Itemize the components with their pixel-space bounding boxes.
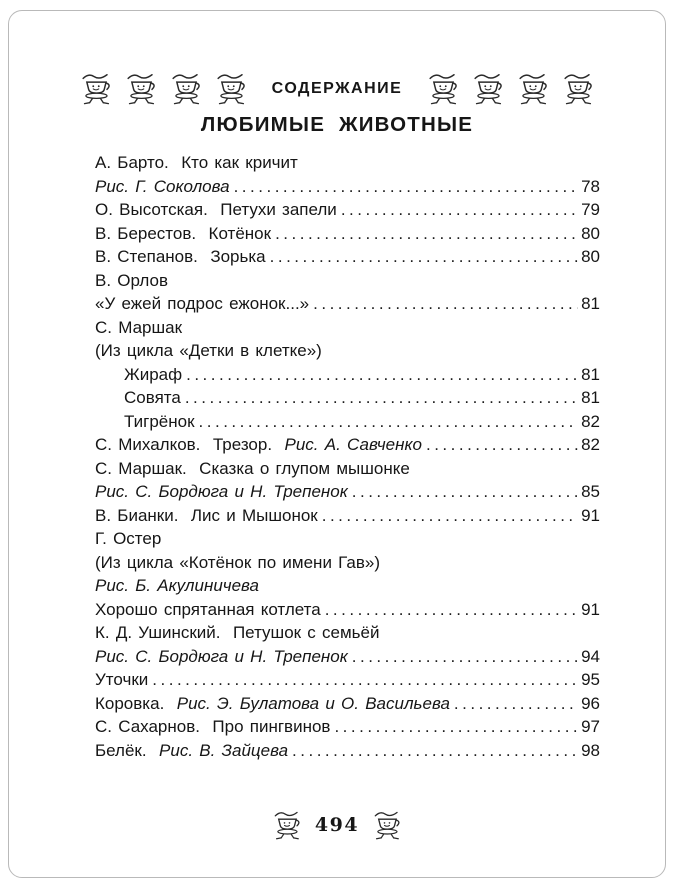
toc-entry-title: (Из цикла «Детки в клетке»): [95, 341, 322, 360]
toc-page-number: 79: [581, 200, 600, 219]
toc-entry-title: С. Маршак: [95, 317, 183, 337]
dot-leader: [292, 739, 578, 763]
teacup-icon: [471, 72, 505, 105]
toc-entry-text: [95, 339, 322, 363]
toc-entry: [95, 598, 600, 622]
toc-entry-title: Коровка.: [95, 693, 177, 713]
dot-leader: [234, 175, 579, 199]
toc-entry-title: С. Сахарнов. Про пингвинов: [95, 717, 331, 736]
toc-entry-title: В. Бианки. Лис и Мышонок: [95, 505, 318, 525]
toc-entry-text: [95, 715, 330, 739]
toc-entry-title: (Из цикла «Котёнок по имени Гав»): [95, 552, 381, 572]
toc-entry: [95, 457, 600, 481]
toc-entry-text: [124, 363, 182, 387]
teacup-icon: [372, 810, 402, 840]
toc-entry-title: А. Барто. Кто как кричит: [95, 153, 298, 172]
toc-entry: [95, 433, 600, 457]
toc-entry-text: [95, 198, 337, 222]
toc-entry-text: [95, 316, 182, 340]
dot-leader: [270, 245, 578, 269]
toc-entry-title: В. Берестов. Котёнок: [95, 223, 272, 243]
toc-page-number: 98: [581, 740, 600, 760]
toc-entry: [95, 269, 600, 293]
dot-leader: [185, 386, 578, 410]
teacup-icon: [426, 72, 460, 105]
toc-entry-title: С. Маршак. Сказка о глупом мышонке: [95, 458, 410, 478]
dot-leader: [199, 410, 579, 434]
toc-entry-text: [124, 410, 195, 434]
toc-entry-title: Тигрёнок: [124, 411, 195, 431]
header-icons-left: [79, 72, 248, 105]
toc-entry-title: В. Орлов: [95, 270, 168, 290]
toc-entry-text: [95, 269, 168, 293]
toc-entry-title: Белёк.: [95, 740, 160, 760]
teacup-icon: [272, 810, 302, 840]
toc-entry-title: В. Степанов. Зорька: [95, 247, 266, 266]
toc-entry: [95, 292, 600, 316]
toc-entry-text: [95, 480, 348, 504]
toc-page-number: 81: [581, 294, 600, 313]
toc-entry-title: «У ежей подрос ежонок...»: [95, 294, 310, 313]
toc-entry: [95, 574, 600, 598]
dot-leader: [454, 692, 578, 716]
toc-entry-title: Совята: [124, 388, 181, 407]
toc-entry-title: Г. Остер: [95, 529, 162, 548]
dot-leader: [352, 480, 578, 504]
toc-entry-title: С. Михалков. Трезор.: [95, 435, 285, 454]
toc-entry-text: [95, 574, 259, 598]
toc-entry: [95, 527, 600, 551]
toc-illustrator-credit: Рис. С. Бордюга и Н. Трепенок: [95, 646, 348, 666]
toc-entry-title: О. Высотская. Петухи запели: [95, 200, 337, 219]
dot-leader: [352, 645, 578, 669]
toc-illustrator-credit: Рис. Г. Соколова: [95, 176, 230, 196]
toc-entry: [95, 175, 600, 199]
toc-page-number: 85: [581, 482, 600, 501]
toc-page-number: 91: [581, 505, 600, 525]
toc-entry: [95, 222, 600, 246]
dot-leader: [152, 668, 578, 692]
dot-leader: [322, 504, 578, 528]
toc-list: [95, 151, 600, 762]
toc-entry-text: [95, 551, 380, 575]
toc-header: [0, 72, 674, 105]
toc-entry-title: Жираф: [124, 364, 183, 384]
contents-heading: СОДЕРЖАНИЕ: [271, 79, 403, 97]
toc-entry: [95, 645, 600, 669]
toc-illustrator-credit: Рис. С. Бордюга и Н. Трепенок: [95, 482, 348, 501]
toc-entry: [95, 715, 600, 739]
toc-illustrator-credit: Рис. Э. Булатова и О. Васильева: [176, 693, 450, 713]
toc-page-number: 78: [581, 176, 600, 196]
toc-entry-text: [95, 222, 271, 246]
dot-leader: [426, 433, 578, 457]
toc-page-number: 80: [581, 223, 600, 243]
toc-entry: [95, 551, 600, 575]
page-footer: [0, 810, 674, 840]
toc-page-number: 96: [581, 693, 600, 713]
toc-entry: [95, 339, 600, 363]
dot-leader: [325, 598, 578, 622]
toc-entry-text: [95, 645, 348, 669]
toc-entry-title: К. Д. Ушинский. Петушок с семьёй: [95, 623, 380, 642]
toc-entry: [95, 668, 600, 692]
teacup-icon: [214, 72, 248, 105]
toc-entry-text: [95, 739, 288, 763]
toc-entry-text: [124, 386, 181, 410]
toc-entry-text: [95, 527, 161, 551]
toc-entry: [95, 363, 600, 387]
dot-leader: [313, 292, 578, 316]
toc-entry-text: [95, 175, 230, 199]
toc-illustrator-credit: Рис. Б. Акулиничева: [95, 576, 259, 595]
toc-entry: [95, 480, 600, 504]
header-icons-right: [426, 72, 595, 105]
toc-entry: [95, 504, 600, 528]
toc-entry-text: [95, 692, 450, 716]
toc-entry-title: Уточки: [95, 670, 149, 689]
teacup-icon: [169, 72, 203, 105]
toc-illustrator-credit: Рис. А. Савченко: [284, 435, 422, 454]
toc-page-number: 80: [581, 247, 600, 266]
toc-entry-text: [95, 245, 266, 269]
toc-entry: [95, 198, 600, 222]
toc-entry-title: Хорошо спрятанная котлета: [95, 599, 321, 619]
toc-entry-text: [95, 598, 321, 622]
toc-entry: [95, 245, 600, 269]
toc-entry: [95, 621, 600, 645]
toc-entry: [95, 386, 600, 410]
footer-page-number: 494: [314, 814, 360, 836]
toc-page-number: 91: [581, 599, 600, 619]
toc-entry: [95, 316, 600, 340]
toc-entry: [95, 739, 600, 763]
toc-entry: [95, 692, 600, 716]
toc-entry-text: [95, 504, 318, 528]
toc-illustrator-credit: Рис. В. Зайцева: [159, 740, 289, 760]
toc-page-number: 81: [581, 364, 600, 384]
toc-entry-text: [95, 292, 309, 316]
toc-page-number: 97: [581, 717, 600, 736]
teacup-icon: [124, 72, 158, 105]
toc-entry-text: [95, 151, 298, 175]
dot-leader: [186, 363, 578, 387]
toc-page-number: 82: [581, 411, 600, 431]
toc-entry-text: [95, 621, 379, 645]
dot-leader: [275, 222, 578, 246]
toc-entry: [95, 410, 600, 434]
toc-entry-text: [95, 668, 148, 692]
toc-page-number: 82: [581, 435, 600, 454]
teacup-icon: [516, 72, 550, 105]
toc-entry-text: [95, 433, 422, 457]
teacup-icon: [79, 72, 113, 105]
dot-leader: [341, 198, 578, 222]
section-title: ЛЮБИМЫЕ ЖИВОТНЫЕ: [200, 113, 474, 136]
toc-entry: [95, 151, 600, 175]
toc-page-number: 81: [581, 388, 600, 407]
dot-leader: [334, 715, 578, 739]
toc-entry-text: [95, 457, 410, 481]
teacup-icon: [561, 72, 595, 105]
toc-page-number: 94: [581, 646, 600, 666]
toc-page-number: 95: [581, 670, 600, 689]
